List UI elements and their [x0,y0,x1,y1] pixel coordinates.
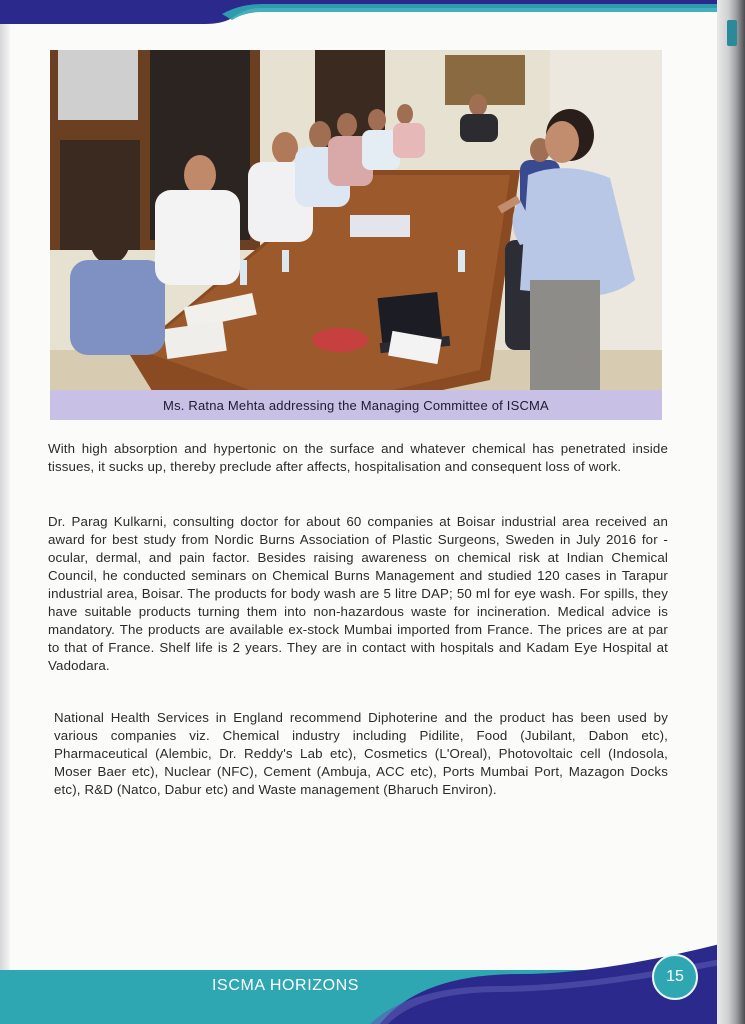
meeting-scene-illustration [50,50,662,420]
footer-band [0,934,745,1024]
body-paragraph: Dr. Parag Kulkarni, consulting doctor for about 60 companies at Boisar industrial area received an award for best study from Nordic Burns Association of Plastic Surgeons, Sweden in July 2016 for - ocular, dermal, and pain factor. Besides raising awareness on chemical risk at Indian Chemical Council, he conducted seminars on Chemical Burns Management and studied 120 cases in Tarapur industrial area, Boisar. The products for body wash are 5 litre DAP; 50 ml for eye wash. For spills, they have suitable products turning them into non-hazardous waste for incineration. Medical advice is mandatory. The products are available ex-stock Mumbai imported from France. The prices are at par to that of France. Shelf life is 2 years. They are in contact with hospitals and Kadam Eye Hospital at Vadodara. [48,514,668,673]
page-tab-marker [727,20,737,46]
body-paragraph: With high absorption and hypertonic on the surface and whatever chemical has penetrated inside tissues, it sucks up, thereby preclude after affects, hospitalisation and consequent loss of work. [48,441,668,474]
publication-title: ISCMA HORIZONS [212,977,360,994]
page-right-edge [717,0,745,1024]
page-binding-edge [0,0,10,1024]
header-band [0,0,745,26]
photo-caption: Ms. Ratna Mehta addressing the Managing Committee of ISCMA [163,397,549,413]
meeting-photo [50,50,662,420]
photo-caption-bar [50,390,662,420]
page-number-badge: 15 [652,954,698,1000]
body-paragraph: National Health Services in England recommend Diphoterine and the product has been used by various companies viz. Chemical industry including Pidilite, Food (Jubilant, Dabon etc), Pharmaceutical (Alembic, Dr. Reddy's Lab etc), Cosmetics (L'Oreal), Photovoltaic cell (Indosola, Moser Baer etc), Nuclear (NFC), Cement (Ambuja, ACC etc), Ports Mumbai Port, Mazagon Docks etc), R&D (Natco, Dabur etc) and Waste management (Bharuch Environ). [54,710,668,797]
